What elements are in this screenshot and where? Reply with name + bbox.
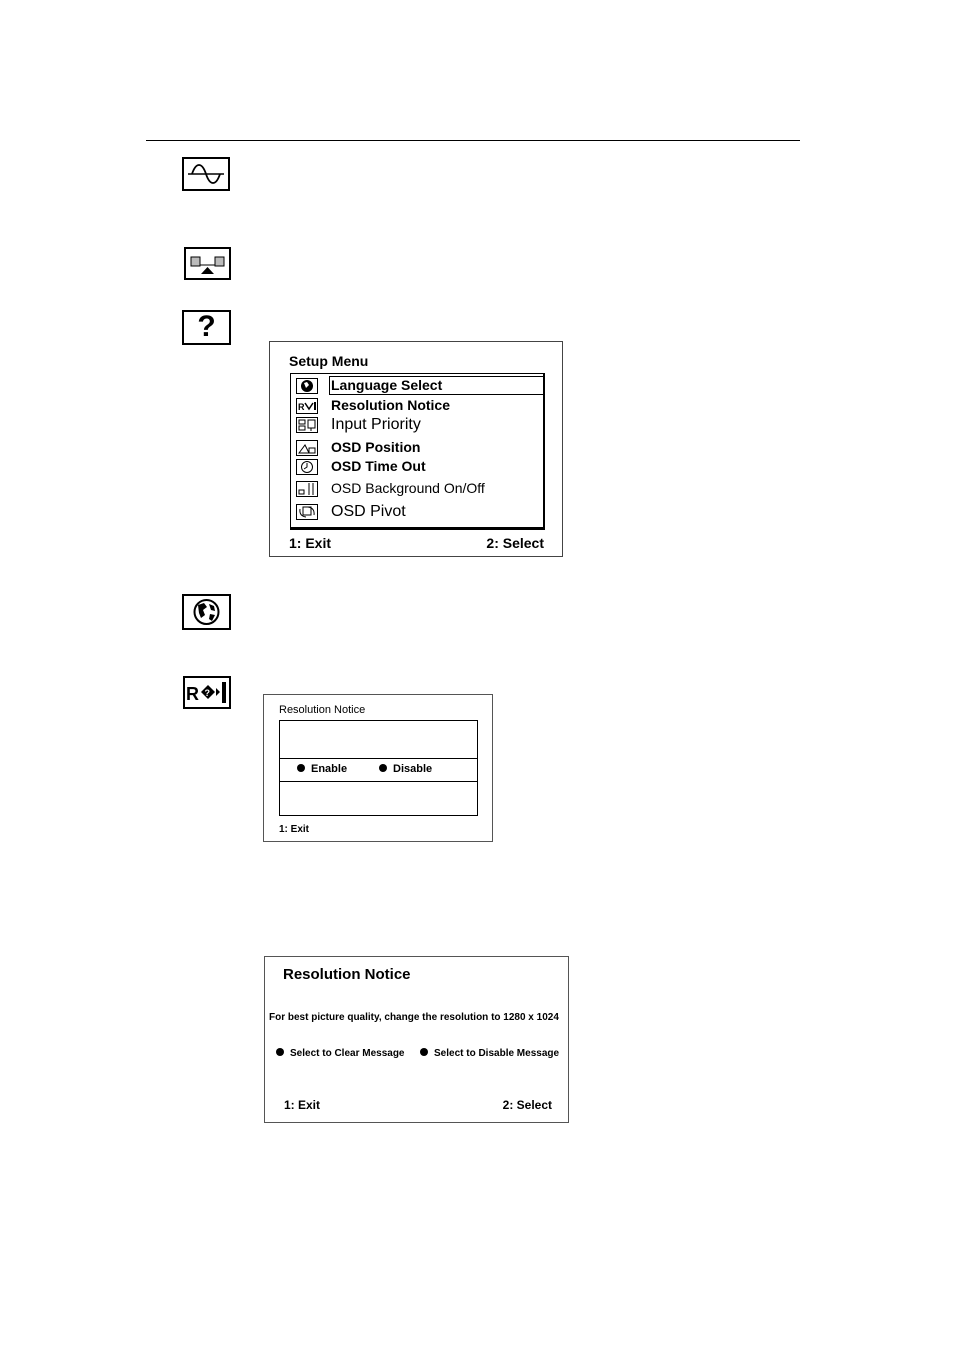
question-icon (182, 310, 231, 345)
resolution-notice-dialog-small (263, 694, 493, 842)
menu-item-label: OSD Position (331, 439, 421, 455)
bullet-icon (276, 1048, 284, 1056)
clock-icon (296, 459, 318, 475)
bullet-icon (297, 764, 305, 772)
dialog-title: Resolution Notice (283, 966, 411, 983)
resolution-notice-dialog-large (264, 956, 569, 1123)
disable-message-option[interactable]: Select to Disable Message (420, 1048, 559, 1059)
select-label[interactable]: 2: Select (502, 1098, 552, 1112)
svg-text:R: R (298, 402, 305, 412)
menu-item-osd-pivot[interactable] (291, 502, 544, 522)
bullet-icon (420, 1048, 428, 1056)
top-rule (146, 140, 800, 141)
setup-menu-list (290, 373, 545, 530)
menu-item-label: OSD Background On/Off (331, 480, 485, 496)
globe-icon (296, 378, 318, 394)
osd-position-icon (296, 440, 318, 456)
menu-item-label: OSD Pivot (331, 503, 406, 520)
resolution-notice-icon (183, 676, 231, 709)
setup-menu (269, 341, 563, 557)
menu-item-label: OSD Time Out (331, 458, 426, 474)
svg-text:?: ? (204, 688, 210, 698)
resolution-notice-icon (296, 398, 318, 414)
bullet-icon (379, 764, 387, 772)
dialog-message: For best picture quality, change the resolution to 1280 x 1024 (269, 1012, 559, 1023)
svg-text:R: R (186, 684, 199, 704)
menu-item-resolution-notice[interactable] (291, 396, 544, 416)
menu-item-language-select[interactable] (291, 376, 544, 396)
select-label[interactable]: 2: Select (486, 535, 544, 551)
dialog-title: Resolution Notice (279, 704, 366, 716)
position-icon (184, 247, 231, 280)
menu-item-label: Language Select (331, 377, 443, 393)
osd-background-icon (296, 481, 318, 497)
enable-option[interactable]: Enable (297, 763, 347, 775)
menu-item-label: Resolution Notice (331, 397, 451, 413)
osd-pivot-icon (296, 504, 318, 520)
sine-wave-icon (182, 157, 230, 191)
globe-icon (182, 594, 231, 630)
disable-option[interactable]: Disable (379, 763, 432, 775)
options-row (280, 758, 477, 782)
menu-item-osd-background[interactable] (291, 479, 544, 499)
menu-item-osd-time-out[interactable] (291, 457, 544, 477)
clear-message-option[interactable]: Select to Clear Message (276, 1048, 405, 1059)
exit-label[interactable]: 1: Exit (284, 1098, 321, 1112)
setup-menu-title: Setup Menu (289, 353, 369, 369)
exit-label[interactable]: 1: Exit (279, 824, 310, 835)
exit-label[interactable]: 1: Exit (289, 535, 332, 551)
menu-item-osd-position[interactable] (291, 438, 544, 458)
dialog-panel (279, 720, 478, 816)
input-priority-icon (296, 417, 318, 433)
question-glyph: ? (197, 310, 216, 343)
menu-item-label: Input Priority (331, 416, 421, 433)
menu-item-input-priority[interactable] (291, 415, 544, 435)
